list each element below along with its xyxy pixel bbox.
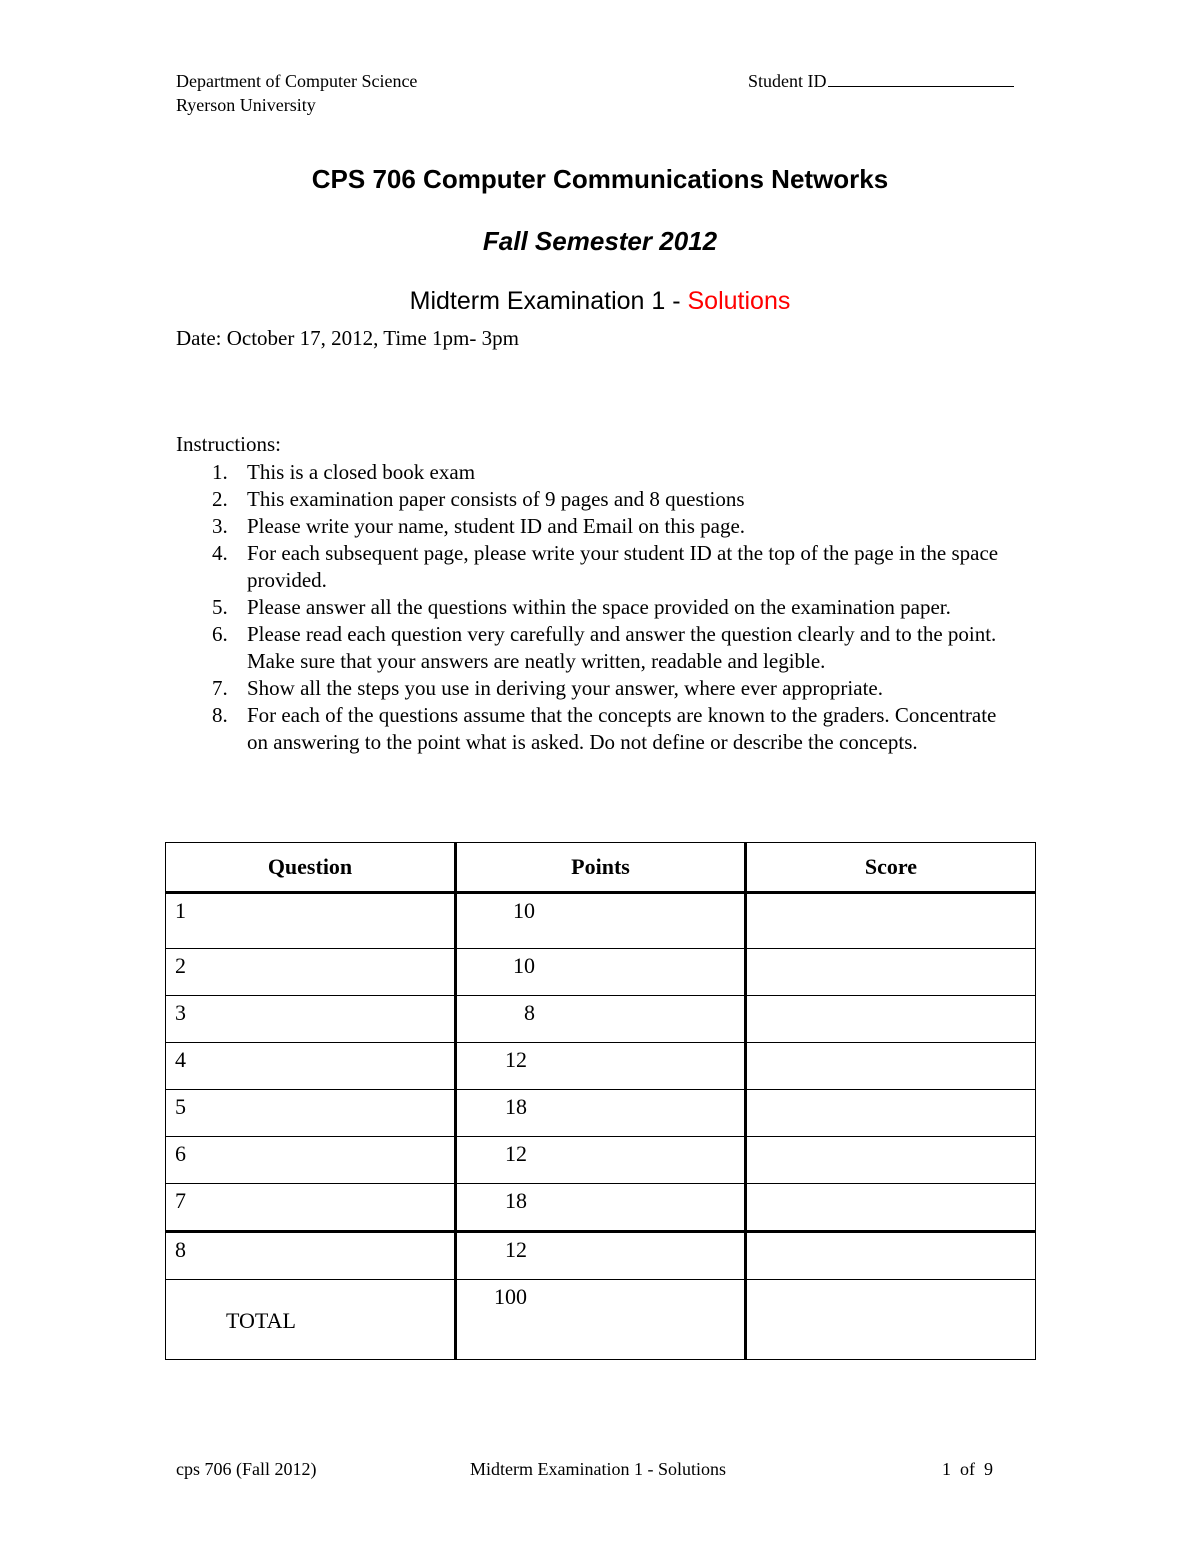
semester-title: Fall Semester 2012 xyxy=(482,226,718,256)
score-cell[interactable] xyxy=(746,893,1036,949)
score-cell[interactable] xyxy=(746,949,1036,996)
question-cell: 4 xyxy=(166,1043,456,1090)
question-cell: 6 xyxy=(166,1137,456,1184)
points-cell: 12 xyxy=(456,1137,746,1184)
header-points: Points xyxy=(456,843,746,893)
question-cell: 2 xyxy=(166,949,456,996)
points-cell: 8 xyxy=(456,996,746,1043)
points-cell: 10 xyxy=(456,949,746,996)
header-score: Score xyxy=(746,843,1036,893)
score-table-header xyxy=(166,843,1036,893)
table-row xyxy=(166,949,1036,996)
points-cell: 12 xyxy=(456,1043,746,1090)
course-title: CPS 706 Computer Communications Networks xyxy=(311,164,889,194)
instruction-item: 3. Please write your name, student ID and Email on this page. xyxy=(212,514,746,538)
total-points-cell xyxy=(456,1280,746,1360)
instruction-item: 6. Please read each question very carefully and answer the question clearly and to the point. Make sure that your answers are neatly written, readable and legible. xyxy=(212,622,997,673)
footer-page-number: 1 of 9 xyxy=(942,1459,993,1479)
header-department: Department of Computer Science xyxy=(176,71,418,91)
score-cell[interactable] xyxy=(746,1184,1036,1232)
table-row xyxy=(166,1184,1036,1232)
points-cell: 18 xyxy=(456,1090,746,1137)
total-row xyxy=(166,1280,1036,1360)
total-points: 100 xyxy=(494,1284,527,1309)
score-cell[interactable] xyxy=(746,1232,1036,1280)
score-cell[interactable] xyxy=(746,996,1036,1043)
total-score-cell[interactable] xyxy=(746,1280,1036,1360)
score-cell[interactable] xyxy=(746,1090,1036,1137)
student-id-blank xyxy=(828,69,1014,87)
table-row xyxy=(166,1090,1036,1137)
question-cell: 7 xyxy=(166,1184,456,1232)
student-id-label: Student ID xyxy=(748,71,827,91)
instructions-list xyxy=(176,459,1016,756)
points-cell: 10 xyxy=(456,893,746,949)
instruction-item: 4. For each subsequent page, please write your student ID at the top of the page in the space provided. xyxy=(212,541,999,592)
header-question: Question xyxy=(166,843,456,893)
instruction-item: 8. For each of the questions assume that the concepts are known to the graders. Concentrate on answering to the point what is asked. Do not define or describe the concepts. xyxy=(212,703,997,754)
table-row xyxy=(166,996,1036,1043)
table-row xyxy=(166,893,1036,949)
score-table xyxy=(165,842,1036,1360)
instruction-item: 5. Please answer all the questions within the space provided on the examination paper. xyxy=(212,595,951,619)
question-cell: 5 xyxy=(166,1090,456,1137)
total-label: TOTAL xyxy=(226,1308,296,1333)
total-label-cell xyxy=(166,1280,456,1360)
question-cell: 1 xyxy=(166,893,456,949)
exam-title-solutions: Solutions xyxy=(687,287,791,315)
instructions-heading: Instructions: xyxy=(176,432,281,456)
footer-title: Midterm Examination 1 - Solutions xyxy=(470,1459,726,1479)
exam-title xyxy=(0,287,1200,316)
header-university: Ryerson University xyxy=(176,95,316,115)
table-row xyxy=(166,1232,1036,1280)
student-id-field xyxy=(748,69,1014,93)
instruction-item: 2. This examination paper consists of 9 pages and 8 questions xyxy=(212,487,745,511)
question-cell: 8 xyxy=(166,1232,456,1280)
points-cell: 12 xyxy=(456,1232,746,1280)
instruction-item: 1. This is a closed book exam xyxy=(212,460,476,484)
score-cell[interactable] xyxy=(746,1043,1036,1090)
exam-date: Date: October 17, 2012, Time 1pm- 3pm xyxy=(176,326,519,350)
question-cell: 3 xyxy=(166,996,456,1043)
instruction-item: 7. Show all the steps you use in deriving your answer, where ever appropriate. xyxy=(212,676,883,700)
score-cell[interactable] xyxy=(746,1137,1036,1184)
table-row xyxy=(166,1137,1036,1184)
footer-course: cps 706 (Fall 2012) xyxy=(176,1459,317,1479)
table-row xyxy=(166,1043,1036,1090)
exam-title-prefix: Midterm Examination 1 - xyxy=(409,287,688,315)
points-cell: 18 xyxy=(456,1184,746,1232)
